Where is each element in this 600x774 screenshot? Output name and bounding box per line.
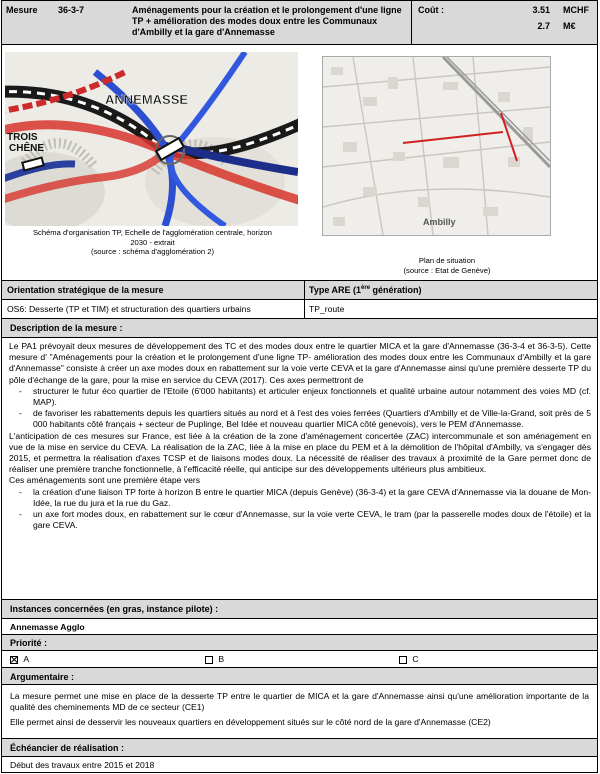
schema-caption: [5, 228, 300, 257]
cost-chf-value: 3.51: [532, 5, 550, 15]
priorite-c-label: C: [412, 654, 419, 664]
priorite-a-label: A: [23, 654, 30, 664]
echeancier-value: Début des travaux entre 2015 et 2018: [10, 760, 155, 770]
description-bullet: - structurer le futur éco quartier de l'Etoile (6'000 habitants) et articuler enjeux fonctionnels et qualité urbaine autour notamment des voies MD (cf. MAP).: [9, 386, 591, 408]
instances-label: Instances concernées (en gras, instance pilote) :: [10, 604, 219, 614]
transport-schema-image: [5, 52, 298, 226]
instances-value-row: [2, 618, 597, 634]
mesure-label: Mesure: [6, 5, 38, 15]
description-bullet: - de favoriser les rabattements depuis les quartiers situés au nord et à l'est des voies ferrées (Quartiers d'Ambilly et de Ville-la-Grand, soit près de 5 000 habitants côté français + secteur de Puplinge, Bel Idée et nouveau quartier MICA côté genevois), vers le PEM d'Annemasse.: [9, 408, 591, 430]
orientation-label: Orientation stratégique de la mesure: [7, 285, 164, 295]
transport-schema-svg: [5, 52, 298, 226]
orientation-divider-top: [304, 281, 305, 300]
schema-caption-line1: Schéma d'organisation TP, Echelle de l'agglomération centrale, horizon: [32, 228, 272, 237]
argumentaire-label: Argumentaire :: [10, 672, 75, 682]
argumentaire-body: [2, 684, 597, 738]
description-bullet: - un axe fort modes doux, en rabattement sur le cœur d'Annemasse, sur la voie verte CEVA, le tram (par la passerelle modes doux de l'étoile) et la gare CEVA.: [9, 509, 591, 531]
echeancier-header-row: [2, 738, 597, 756]
orientation-value: OS6: Desserte (TP et TIM) et structuration des quartiers urbains: [7, 304, 251, 314]
instances-header-row: [2, 599, 597, 618]
echeancier-value-row: [2, 756, 597, 772]
situation-map-image: [322, 56, 551, 236]
schema-label-chene: CHÊNE: [9, 143, 45, 154]
type-are-value: TP_route: [309, 304, 345, 314]
cout-label: Coût :: [418, 5, 444, 15]
description-bullets-2: [9, 487, 591, 532]
header-row: [2, 1, 597, 44]
description-paragraph-2: L'anticipation de ces mesures sur France, est liée à la création de la zone d'aménagement concertée (ZAC) intercommunale et son aménagement en vue de la mise en service du CEVA. La réalisation de la ZAC, liée à la mise en place du PEM et à la démolition de l'hôpital d'Ambilly, va s'engager dès 2015, et permettra la réalisation d'axes TCSP et de liaisons modes doux. La nécessité de réaliser des travaux à proximité de la Gare permet donc de réaliser une première tranche fonctionnelle, à l'efficacité réelle, qui anticipe sur des développements ultérieurs plus ambitieux.: [9, 430, 591, 475]
instances-value: Annemasse Agglo: [10, 622, 85, 632]
schema-caption-line3: (source : schéma d'agglomération 2): [90, 247, 214, 256]
echeancier-label: Échéancier de réalisation :: [10, 743, 125, 753]
priorite-b-label: B: [218, 654, 225, 664]
priorite-option-c[interactable]: [399, 654, 419, 664]
cost-eur-unit: M€: [563, 21, 576, 31]
argumentaire-paragraph-1: La mesure permet une mise en place de la desserte TP entre le quartier de MICA et la gare d'Annemasse ainsi qu'une amélioration importante de la qualité des cheminements MD de ce secteur (CE1): [10, 691, 589, 713]
argumentaire-paragraph-2: Elle permet ainsi de desservir les nouveaux quartiers en développement situés sur le côté nord de la gare d'Annemasse (CE2): [10, 717, 491, 728]
situation-map-svg: [323, 57, 550, 235]
orientation-divider-bottom: [304, 300, 305, 319]
priorite-b-checkbox[interactable]: [205, 656, 213, 664]
plan-caption-line1: Plan de situation: [418, 256, 476, 265]
orientation-header-row: [2, 280, 597, 299]
plan-caption: [382, 256, 512, 275]
header-divider: [411, 1, 412, 44]
priorite-option-a[interactable]: [10, 654, 29, 664]
schema-caption-line2: 2030 - extrait: [130, 237, 175, 247]
priorite-label: Priorité :: [10, 638, 48, 648]
type-are-label: [309, 285, 422, 295]
description-header-row: [2, 318, 597, 337]
description-bullet: - la création d'une liaison TP forte à horizon B entre le quartier MICA (depuis Genève) (36-3-4) et la gare CEVA d'Annemasse via la douane de Mon-Idée, la rue du jura et la rue du Gaz.: [9, 487, 591, 509]
description-bullets-1: [9, 386, 591, 431]
orientation-value-row: [2, 299, 597, 318]
cost-eur-value: 2.7: [537, 21, 550, 31]
description-label: Description de la mesure :: [10, 323, 123, 333]
description-paragraph-3: Ces aménagements sont une première étape vers: [9, 475, 201, 486]
priorite-a-checkbox[interactable]: [10, 656, 18, 664]
priorite-option-b[interactable]: [205, 654, 224, 664]
type-are-sup: ère: [361, 285, 371, 291]
description-paragraph-1: Le PA1 prévoyait deux mesures de développement des TC et des modes doux entre le quartier MICA et la gare d'Annemasse (36-3-4 et 36-3-5). Cette mesure d' "Aménagements pour la création et le prolongement d'une ligne TP- amélioration des modes doux entre les Communaux d'Ambilly et la gare d'Annemasse" consiste à créer un axe modes doux en rabattement sur la voie verte CEVA et la gare d'Annemasse ainsi qu'une première desserte TP du pôle d'échange de la gare, pour la mise en service du CEVA (2017). Ces axes permettront de: [9, 341, 591, 385]
schema-label-annemasse: ANNEMASSE: [105, 92, 189, 107]
priorite-options-row: [2, 650, 597, 667]
type-are-label-end: génération): [370, 285, 422, 295]
map-label-ambilly: Ambilly: [423, 217, 456, 227]
priorite-c-checkbox[interactable]: [399, 656, 407, 664]
measure-title: Aménagements pour la création et le prolongement d'une ligne TP + amélioration des modes doux entre les Communaux d'Ambilly et la gare d'Annemasse: [132, 5, 402, 37]
mesure-code: 36-3-7: [58, 5, 85, 15]
images-row: [2, 44, 597, 280]
description-body: [2, 337, 597, 599]
plan-caption-line2: (source : Etat de Genève): [403, 265, 491, 275]
type-are-label-text: Type ARE (1: [309, 285, 362, 295]
schema-label-trois: TROIS: [7, 132, 38, 143]
measure-sheet: [1, 0, 598, 773]
argumentaire-header-row: [2, 667, 597, 684]
priorite-header-row: [2, 634, 597, 650]
cost-chf-unit: MCHF: [563, 5, 589, 15]
